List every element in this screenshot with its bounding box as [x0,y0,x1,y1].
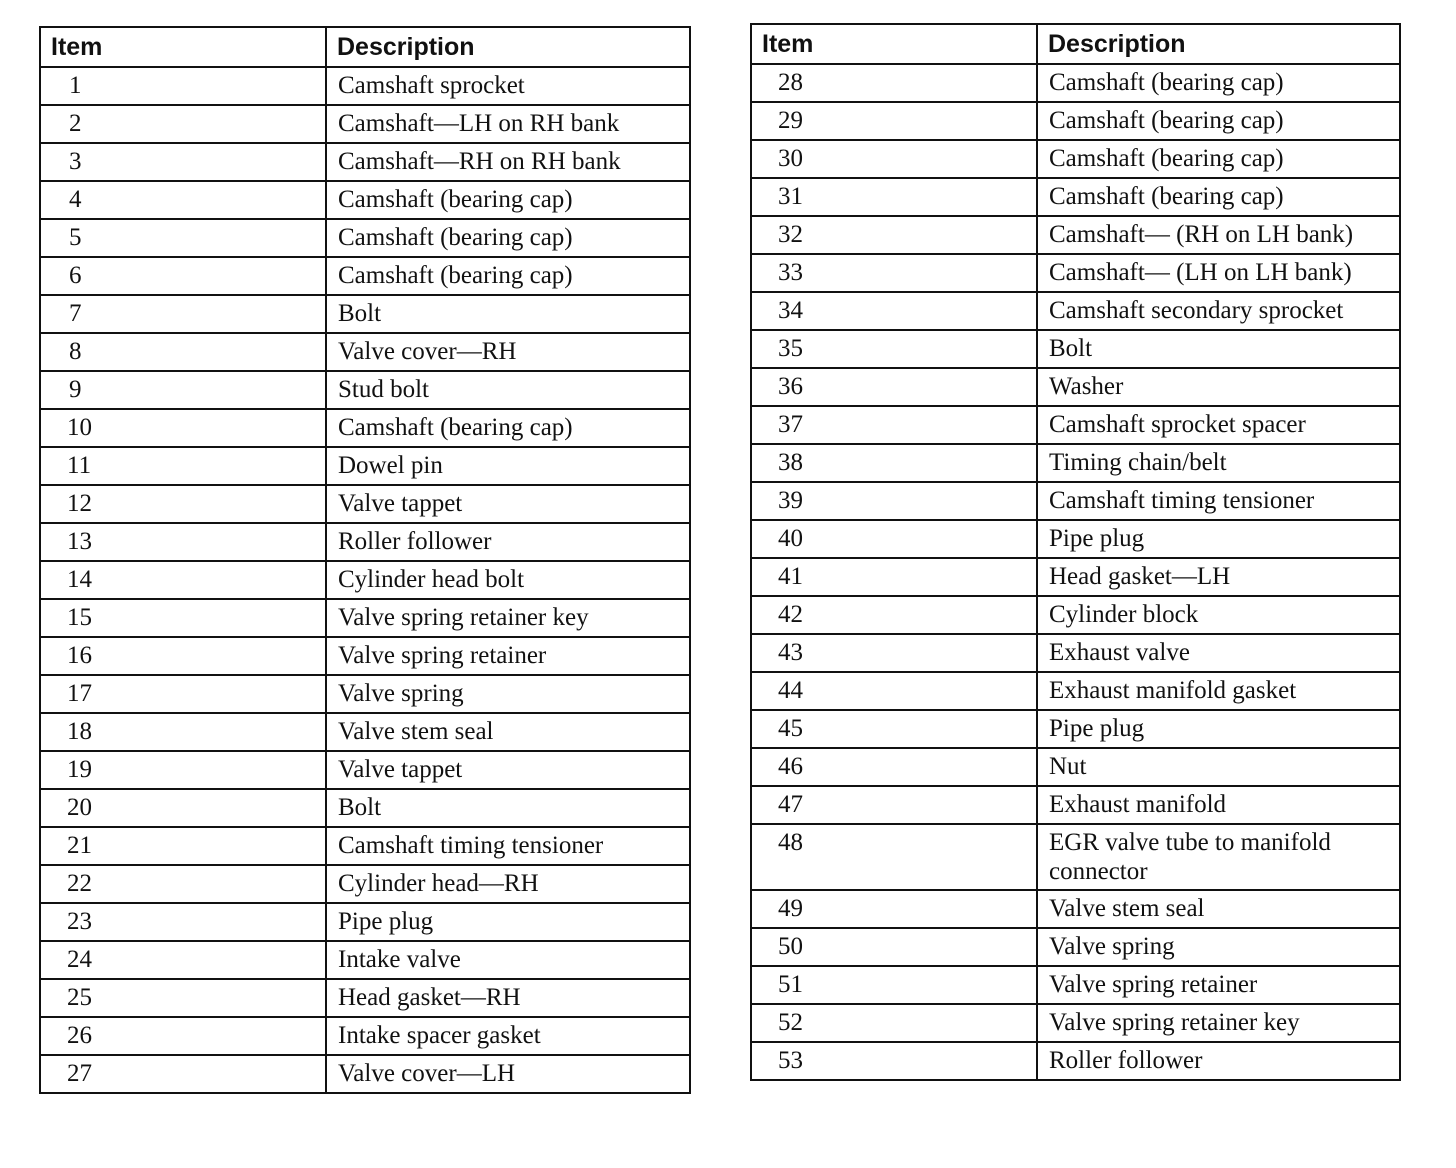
table-row [40,637,690,675]
item-number-cell: 14 [40,561,326,599]
item-number-cell: 31 [751,178,1037,216]
table-row [751,178,1400,216]
item-number-cell: 42 [751,596,1037,634]
item-number-cell: 45 [751,710,1037,748]
description-cell: Valve tappet [326,751,690,789]
item-number-cell: 17 [40,675,326,713]
description-cell: Camshaft— (RH on LH bank) [1037,216,1400,254]
description-cell: Washer [1037,368,1400,406]
description-cell: Valve stem seal [1037,890,1400,928]
description-cell: Camshaft— (LH on LH bank) [1037,254,1400,292]
item-number-cell: 26 [40,1017,326,1055]
table-row [751,596,1400,634]
item-number-cell: 27 [40,1055,326,1093]
item-number-cell: 53 [751,1042,1037,1080]
description-cell: Camshaft (bearing cap) [1037,178,1400,216]
item-column-header: Item [751,24,1037,64]
item-number-cell: 15 [40,599,326,637]
item-number-cell: 11 [40,447,326,485]
item-number-cell: 51 [751,966,1037,1004]
table-row [751,482,1400,520]
item-number-cell: 3 [40,143,326,181]
table-row [40,865,690,903]
table-row [40,675,690,713]
description-cell: Bolt [326,789,690,827]
description-cell: Valve stem seal [326,713,690,751]
item-number-cell: 25 [40,979,326,1017]
description-cell: Head gasket—LH [1037,558,1400,596]
table-row [40,257,690,295]
item-number-cell: 10 [40,409,326,447]
table-row [751,1042,1400,1080]
description-cell: Valve spring retainer key [326,599,690,637]
description-cell: Camshaft—LH on RH bank [326,105,690,143]
table-row [40,485,690,523]
description-cell: Camshaft (bearing cap) [1037,64,1400,102]
description-cell: Camshaft (bearing cap) [326,257,690,295]
table-row [40,447,690,485]
description-cell: Camshaft sprocket spacer [1037,406,1400,444]
table-row [751,672,1400,710]
description-cell: Exhaust valve [1037,634,1400,672]
item-number-cell: 19 [40,751,326,789]
item-number-cell: 38 [751,444,1037,482]
description-cell: Intake spacer gasket [326,1017,690,1055]
table-row [751,966,1400,1004]
table-row [40,143,690,181]
item-number-cell: 40 [751,520,1037,558]
description-cell: Pipe plug [1037,710,1400,748]
item-number-cell: 50 [751,928,1037,966]
item-number-cell: 36 [751,368,1037,406]
table-header-row [751,24,1400,64]
table-row [751,520,1400,558]
parts-table-right-body [751,64,1400,1080]
description-cell: Roller follower [326,523,690,561]
item-number-cell: 44 [751,672,1037,710]
description-cell: Dowel pin [326,447,690,485]
item-number-cell: 48 [751,824,1037,890]
description-cell: Camshaft timing tensioner [1037,482,1400,520]
item-number-cell: 37 [751,406,1037,444]
table-row [751,292,1400,330]
table-row [40,1017,690,1055]
table-row [751,254,1400,292]
description-cell: Exhaust manifold gasket [1037,672,1400,710]
table-row [40,789,690,827]
description-cell: Camshaft (bearing cap) [326,181,690,219]
item-number-cell: 32 [751,216,1037,254]
table-row [751,748,1400,786]
table-row [751,786,1400,824]
parts-table-right [750,23,1401,1081]
table-row [751,824,1400,890]
table-row [751,890,1400,928]
table-row [751,368,1400,406]
item-number-cell: 49 [751,890,1037,928]
description-cell: Bolt [1037,330,1400,368]
table-row [40,523,690,561]
description-cell: Camshaft—RH on RH bank [326,143,690,181]
table-row [751,928,1400,966]
item-number-cell: 33 [751,254,1037,292]
item-number-cell: 12 [40,485,326,523]
item-number-cell: 20 [40,789,326,827]
table-row [40,713,690,751]
description-cell: Cylinder block [1037,596,1400,634]
table-row [751,406,1400,444]
item-number-cell: 9 [40,371,326,409]
description-cell: Camshaft (bearing cap) [326,219,690,257]
item-number-cell: 34 [751,292,1037,330]
item-number-cell: 47 [751,786,1037,824]
description-cell: Intake valve [326,941,690,979]
description-cell: Cylinder head—RH [326,865,690,903]
table-row [751,140,1400,178]
item-number-cell: 16 [40,637,326,675]
table-row [751,1004,1400,1042]
description-cell: Timing chain/belt [1037,444,1400,482]
table-row [40,219,690,257]
item-number-cell: 41 [751,558,1037,596]
description-cell: EGR valve tube to manifold connector [1037,824,1400,890]
table-row [751,330,1400,368]
description-cell: Pipe plug [1037,520,1400,558]
description-cell: Valve spring [326,675,690,713]
description-cell: Valve spring retainer [326,637,690,675]
table-row [751,710,1400,748]
item-number-cell: 43 [751,634,1037,672]
description-cell: Valve cover—LH [326,1055,690,1093]
item-column-header: Item [40,27,326,67]
description-cell: Camshaft (bearing cap) [326,409,690,447]
table-row [751,634,1400,672]
table-row [40,371,690,409]
item-number-cell: 29 [751,102,1037,140]
description-column-header: Description [1037,24,1400,64]
item-number-cell: 4 [40,181,326,219]
parts-table-left-body [40,67,690,1093]
table-row [40,181,690,219]
description-cell: Valve spring retainer [1037,966,1400,1004]
table-row [40,827,690,865]
item-number-cell: 24 [40,941,326,979]
table-row [40,979,690,1017]
item-number-cell: 13 [40,523,326,561]
table-row [751,64,1400,102]
table-row [40,599,690,637]
description-cell: Roller follower [1037,1042,1400,1080]
table-row [40,105,690,143]
item-number-cell: 6 [40,257,326,295]
table-row [40,941,690,979]
item-number-cell: 7 [40,295,326,333]
item-number-cell: 23 [40,903,326,941]
table-row [40,409,690,447]
item-number-cell: 35 [751,330,1037,368]
description-cell: Valve tappet [326,485,690,523]
item-number-cell: 46 [751,748,1037,786]
description-cell: Pipe plug [326,903,690,941]
description-cell: Valve spring retainer key [1037,1004,1400,1042]
item-number-cell: 18 [40,713,326,751]
item-number-cell: 52 [751,1004,1037,1042]
item-number-cell: 5 [40,219,326,257]
description-cell: Camshaft timing tensioner [326,827,690,865]
description-cell: Cylinder head bolt [326,561,690,599]
table-row [40,751,690,789]
description-cell: Valve cover—RH [326,333,690,371]
description-cell: Camshaft (bearing cap) [1037,102,1400,140]
table-row [751,102,1400,140]
item-number-cell: 22 [40,865,326,903]
table-header-row [40,27,690,67]
description-cell: Exhaust manifold [1037,786,1400,824]
item-number-cell: 28 [751,64,1037,102]
description-cell: Valve spring [1037,928,1400,966]
table-row [40,295,690,333]
item-number-cell: 30 [751,140,1037,178]
item-number-cell: 1 [40,67,326,105]
description-cell: Camshaft sprocket [326,67,690,105]
description-cell: Head gasket—RH [326,979,690,1017]
item-number-cell: 2 [40,105,326,143]
description-cell: Nut [1037,748,1400,786]
description-cell: Stud bolt [326,371,690,409]
table-row [40,903,690,941]
parts-table-left [39,26,691,1094]
description-column-header: Description [326,27,690,67]
table-row [40,561,690,599]
item-number-cell: 39 [751,482,1037,520]
table-row [40,333,690,371]
table-row [751,216,1400,254]
description-cell: Camshaft (bearing cap) [1037,140,1400,178]
table-row [40,1055,690,1093]
description-cell: Camshaft secondary sprocket [1037,292,1400,330]
table-row [40,67,690,105]
description-cell: Bolt [326,295,690,333]
table-row [751,444,1400,482]
item-number-cell: 8 [40,333,326,371]
table-row [751,558,1400,596]
item-number-cell: 21 [40,827,326,865]
